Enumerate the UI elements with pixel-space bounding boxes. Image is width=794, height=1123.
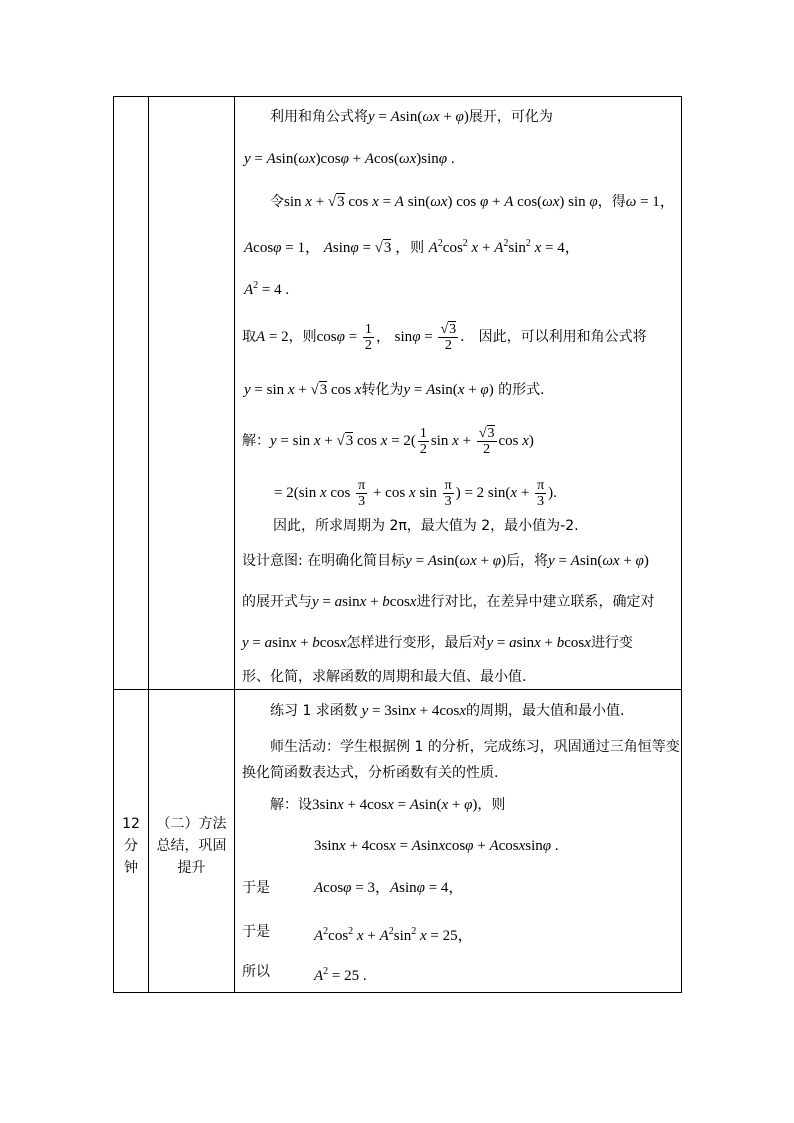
time-cell: [114, 813, 148, 879]
upper-line-4: Acosφ = 1， Asinφ = √3 ，则 $A^2\cos^2$ $x + A^2\sin^2$ x = 4，: [244, 238, 580, 256]
text-segment: 的展开式与: [242, 594, 312, 610]
upper-line-5: $A^2 = 4$ .: [244, 280, 290, 298]
text-segment: 练习 1 求函数: [270, 703, 358, 719]
exercise-line-7-label: 于是: [242, 924, 270, 940]
text-segment: 进行对比，在差异中建立联系，确定对: [416, 594, 655, 610]
text-segment: 转化为: [361, 382, 404, 398]
time-unit-1: 分: [124, 838, 138, 854]
text-segment: ，则: [288, 329, 317, 345]
text-segment: ． 因此，可以利用和角公式将: [460, 329, 647, 345]
upper-line-12: 的展开式与y = asinx + bcosx进行对比，在差异中建立联系，确定对: [242, 594, 655, 610]
table-top-border: [113, 96, 682, 97]
text-segment: 怎样进行变形，最后对: [346, 635, 487, 651]
text-segment: 进行变: [590, 635, 633, 651]
upper-line-10: 因此，所求周期为 2π，最大值为 2，最小值为-2.: [273, 518, 579, 534]
exercise-line-3: 换化简函数表达式，分析函数有关的性质.: [242, 765, 499, 781]
text-segment: 的形式.: [498, 382, 545, 398]
stage-line-1: （二）方法: [156, 816, 227, 832]
exercise-line-6-label: 于是: [242, 880, 270, 896]
formula-expand: y: [368, 109, 375, 125]
text-segment: ，则: [477, 797, 506, 813]
stage-cell: [149, 813, 234, 879]
text-segment: 令: [270, 194, 284, 210]
text-segment: ，得: [597, 194, 626, 210]
text-segment: 的周期，最大值和最小值.: [466, 703, 625, 719]
exercise-line-6-formula: Acosφ = 3，Asinφ = 4，: [314, 880, 464, 896]
row-divider: [113, 689, 682, 690]
text-segment: 解：: [242, 433, 270, 449]
upper-line-13: y = asinx + bcosx怎样进行变形，最后对y = asinx + bcosx进行变: [242, 635, 633, 651]
table-right-border: [681, 96, 682, 993]
upper-line-1: 利用和角公式将y = Asin(ωx + φ)展开，可化为: [270, 109, 553, 125]
exercise-line-8-formula: $A^2 = 25$ .: [314, 966, 367, 984]
time-number: 12: [122, 816, 140, 832]
text-segment: 利用和角公式将: [270, 109, 368, 125]
exercise-line-2: 师生活动：学生根据例 1 的分析，完成练习，巩固通过三角恒等变: [270, 739, 680, 755]
upper-line-11: 设计意图: 在明确化简目标y = Asin(ωx + φ)后，将y = Asin(ωx + φ): [242, 553, 649, 569]
stage-line-3: 提升: [177, 860, 206, 876]
text-segment: 取: [242, 329, 256, 345]
text-segment: 设计意图: 在明确化简目标: [242, 553, 406, 569]
text-segment: 解：设: [270, 797, 312, 813]
table-bottom-border: [113, 992, 682, 993]
exercise-line-8-label: 所以: [242, 964, 270, 980]
upper-line-8: 解：y = sin x + √3 cos x = 2( $\frac{1}{2}$ sin x + $\frac{√3}{2}$ cos x): [242, 426, 534, 458]
exercise-line-4: 解：设3sinx + 4cosx = Asin(x + φ)，则: [270, 797, 506, 813]
exercise-line-7-formula: $A^2\cos^2$ $x + A^2\sin^2$ x = 25，: [314, 926, 473, 944]
upper-line-6: 取A = 2，则cosφ = $\frac{1}{2}$ ， sinφ = $\frac{√3}{2}$ ． 因此，可以利用和角公式将: [242, 322, 647, 354]
column-divider-2: [234, 96, 235, 993]
stage-line-2: 总结，巩固: [156, 838, 227, 854]
text-segment: 后，将: [506, 553, 549, 569]
text-segment: 展开，可化为: [468, 109, 553, 125]
upper-line-3: 令sin x + √3 cos x = A sin(ωx) cos φ + A cos(ωx) sin φ，得ω = 1，: [270, 194, 675, 210]
upper-line-14: 形、化简，求解函数的周期和最大值、最小值.: [242, 669, 527, 685]
exercise-line-1: 练习 1 求函数 y = 3sinx + 4cosx的周期，最大值和最小值.: [270, 703, 625, 719]
exercise-line-5: 3sinx + 4cosx = Asinxcosφ + Acosxsinφ .: [314, 838, 559, 854]
upper-line-9: = 2(sin x cos $\frac{\pi}{3}$ + cos x sin $\frac{\pi}{3}$ ) = 2 sin(x + $\frac{\pi}{3}$ ).: [274, 478, 557, 510]
time-unit-2: 钟: [124, 860, 138, 876]
upper-line-7: y = sin x + √3 cos x转化为y = Asin(x + φ) 的形式.: [244, 382, 545, 398]
upper-line-2: y = Asin(ωx)cosφ + Acos(ωx)sinφ .: [244, 151, 455, 167]
